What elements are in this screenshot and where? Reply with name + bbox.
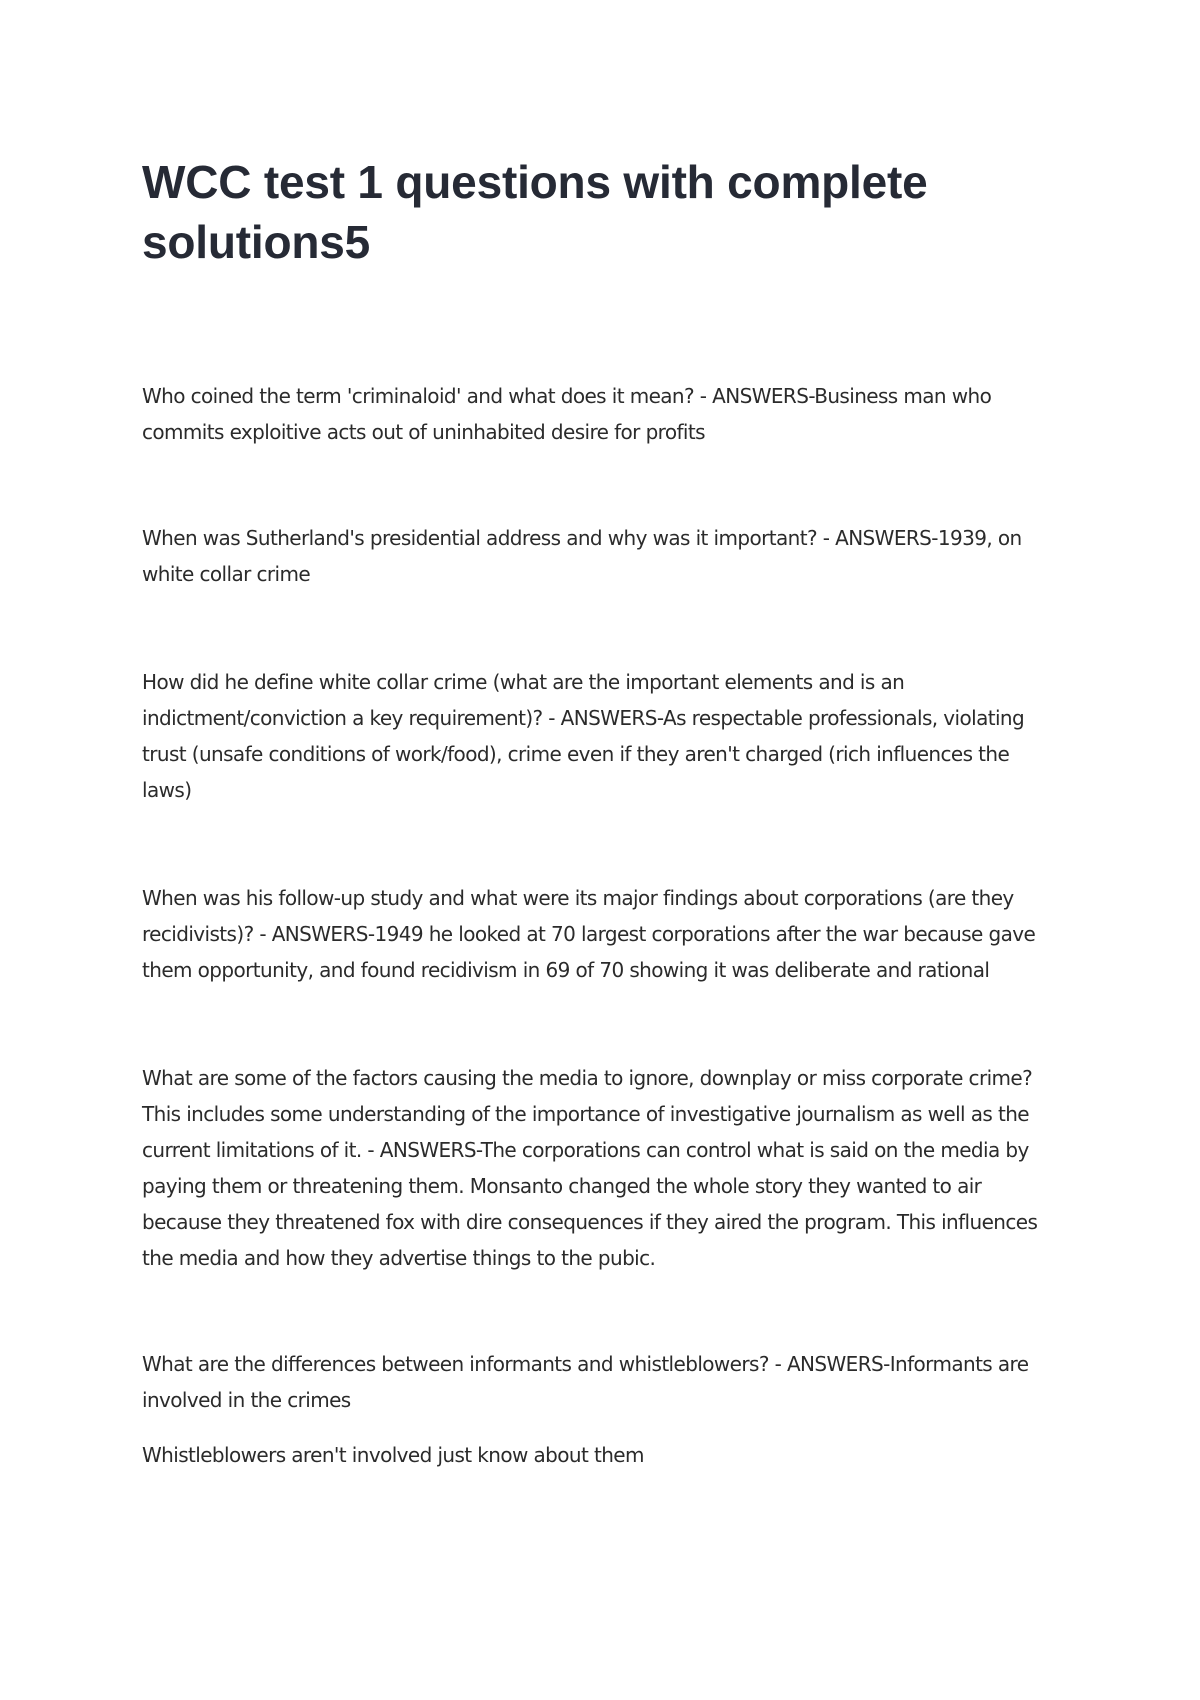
question-text: Who coined the term 'criminaloid' and what does it mean? - <box>142 384 713 408</box>
answer-text: ANSWERS-1939, on white collar crime <box>142 526 1022 586</box>
question-text: When was his follow-up study and what were its major findings about corporations (are they recidivists)? - <box>142 886 1014 946</box>
question-text: When was Sutherland's presidential address and why was it important? - <box>142 526 836 550</box>
answer-continuation: Whistleblowers aren't involved just know about them <box>142 1443 644 1467</box>
qa-item-2 <box>142 520 1062 592</box>
answer-text: ANSWERS-The corporations can control what is said on the media by paying them or threatening them. Monsanto changed the whole story they wanted to air because they threatened fox with dire consequences if they aired the program. This influences the media and how they advertise things to the pubic. <box>142 1138 1038 1270</box>
answer-text: ANSWERS-As respectable professionals, violating trust (unsafe conditions of work/food), crime even if they aren't charged (rich influences the laws) <box>142 706 1025 802</box>
qa-item-4 <box>142 880 1062 988</box>
answer-text: ANSWERS-Business man who commits exploitive acts out of uninhabited desire for profits <box>142 384 992 444</box>
question-text: How did he define white collar crime (what are the important elements and is an indictment/conviction a key requirement)? - <box>142 670 905 730</box>
qa-item-1 <box>142 378 1062 450</box>
answer-text: ANSWERS-1949 he looked at 70 largest corporations after the war because gave them opportunity, and found recidivism in 69 of 70 showing it was deliberate and rational <box>142 922 1036 982</box>
question-text: What are the differences between informants and whistleblowers? - <box>142 1352 787 1376</box>
qa-item-6 <box>142 1346 1062 1418</box>
answer-text: ANSWERS-Informants are involved in the crimes <box>142 1352 1029 1412</box>
document-title: WCC test 1 questions with complete solutions5 <box>142 156 928 268</box>
question-text: What are some of the factors causing the media to ignore, downplay or miss corporate crime? This includes some understanding of the importance of investigative journalism as well as the current limitations of it. - <box>142 1066 1033 1162</box>
qa-item-5 <box>142 1060 1062 1276</box>
qa-item-3 <box>142 664 1062 808</box>
